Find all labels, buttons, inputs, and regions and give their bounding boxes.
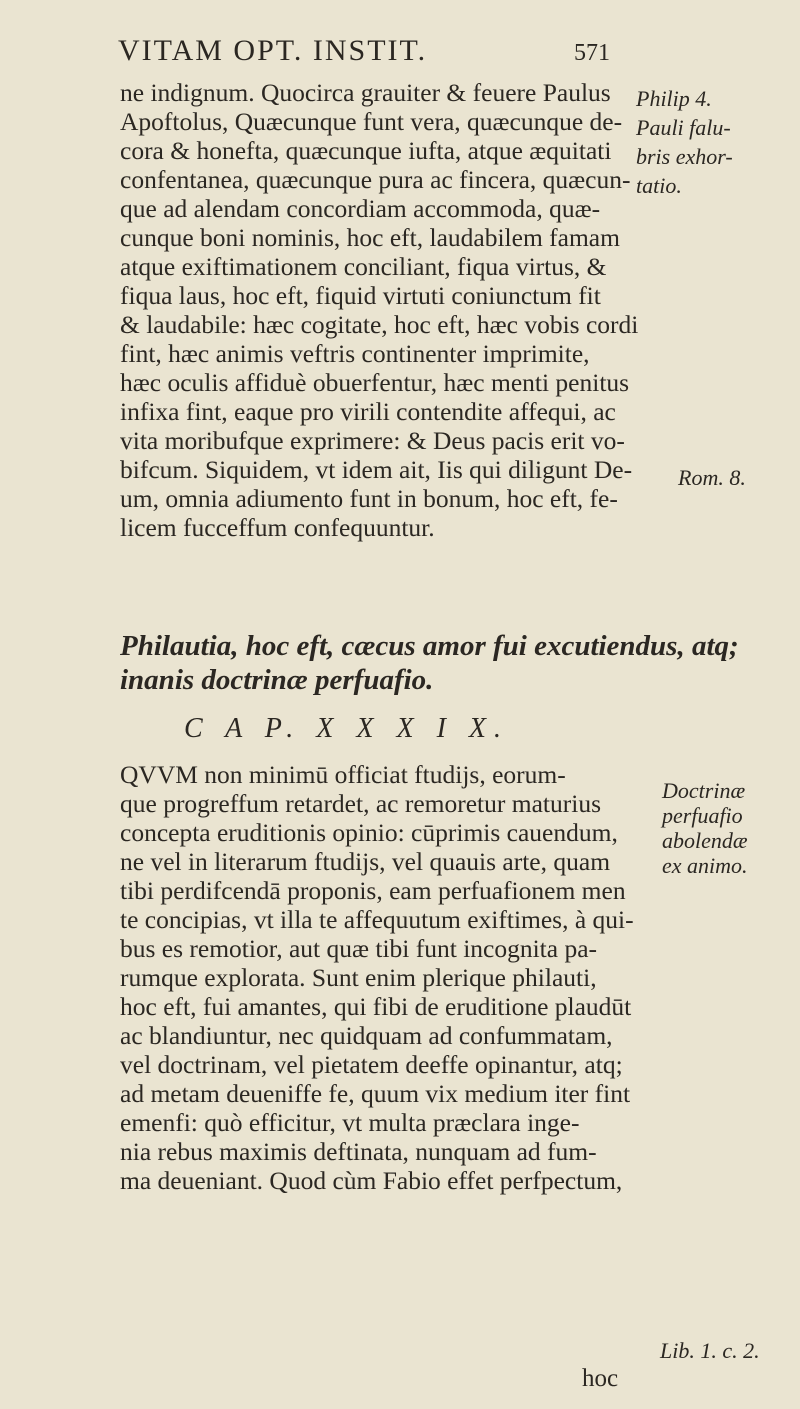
page-number: 571: [574, 40, 610, 66]
chapter-number: C A P. X X X I X.: [184, 713, 509, 744]
text-line: rumque explorata. Sunt enim plerique philauti,: [120, 963, 597, 992]
text-line: cora & honefta, quæcunque iufta, atque æquitati: [120, 136, 612, 165]
text-line: um, omnia adiumento funt in bonum, hoc eft, fe-: [120, 484, 618, 513]
text-line: licem fucceffum confequuntur.: [120, 513, 435, 542]
text-line: emenfi: quò efficitur, vt multa præclara inge-: [120, 1108, 580, 1137]
margin-note-ex-animo: ex animo.: [662, 853, 748, 878]
text-line: cunque boni nominis, hoc eft, laudabilem famam: [120, 223, 620, 252]
text-line: ad metam deueniffe fe, quum vix medium iter fint: [120, 1079, 631, 1108]
section-heading-line: Philautia, hoc eft, cæcus amor fui excutiendus, atq;: [120, 630, 739, 662]
section-heading: [120, 629, 740, 697]
text-line: nia rebus maximis deftinata, nunquam ad fum-: [120, 1137, 597, 1166]
text-line: confentanea, quæcunque pura ac fincera, quæcun-: [120, 165, 631, 194]
text-line: hoc eft, fui amantes, qui fibi de eruditione plaudūt: [120, 992, 632, 1021]
text-line: fiqua laus, hoc eft, fiquid virtuti coniunctum fit: [120, 281, 601, 310]
section-heading-line: inanis doctrinæ perfuafio.: [120, 664, 434, 696]
text-line: bifcum. Siquidem, vt idem ait, Iis qui diligunt De-: [120, 455, 633, 484]
margin-note-pauli: Pauli falu-: [636, 115, 731, 140]
catchword: hoc: [582, 1365, 619, 1392]
running-head: VITAM OPT. INSTIT.: [118, 34, 428, 67]
chapter-paragraph: [120, 760, 634, 1195]
text-line: infixa fint, eaque pro virili contendite affequi, ac: [120, 397, 616, 426]
text-line: ne indignum. Quocirca grauiter & feuere Paulus: [120, 78, 611, 107]
text-line: vel doctrinam, vel pietatem deeffe opinantur, atq;: [120, 1050, 623, 1079]
margin-note-abolendae: abolendæ: [662, 828, 748, 853]
margin-note-tatio: tatio.: [636, 173, 682, 198]
text-line: ne vel in literarum ftudijs, vel quauis arte, quam: [120, 847, 611, 876]
text-line: que ad alendam concordiam accommoda, quæ-: [120, 194, 601, 223]
text-line: vita moribufque exprimere: & Deus pacis erit vo-: [120, 426, 625, 455]
text-line: ac blandiuntur, nec quidquam ad confummatam,: [120, 1021, 613, 1050]
text-line: fint, hæc animis veftris continenter imprimite,: [120, 339, 590, 368]
margin-note-exhor: bris exhor-: [636, 144, 733, 169]
text-line: & laudabile: hæc cogitate, hoc eft, hæc vobis cordi: [120, 310, 639, 339]
text-line: Apoftolus, Quæcunque funt vera, quæcunque de-: [120, 107, 623, 136]
text-line: te concipias, vt illa te affequutum exiftimes, à qui-: [120, 905, 634, 934]
text-line: QVVM non minimū officiat ftudijs, eorum-: [120, 760, 566, 789]
text-line: atque exiftimationem conciliant, fiqua virtus, &: [120, 252, 607, 281]
text-line: concepta eruditionis opinio: cūprimis cauendum,: [120, 818, 618, 847]
text-line: que progreffum retardet, ac remoretur maturius: [120, 789, 601, 818]
margin-note-lib: Lib. 1. c. 2.: [660, 1338, 760, 1363]
text-line: bus es remotior, aut quæ tibi funt incognita pa-: [120, 934, 598, 963]
margin-note-rom: Rom. 8.: [678, 465, 746, 490]
margin-note-persuasio: perfuafio: [662, 803, 743, 828]
main-paragraph: [120, 78, 639, 542]
text-line: ma deueniant. Quod cùm Fabio effet perfpectum,: [120, 1166, 623, 1195]
margin-note-philip: Philip 4.: [636, 86, 712, 111]
text-line: hæc oculis affiduè obuerfentur, hæc menti penitus: [120, 368, 630, 397]
text-line: tibi perdifcendā proponis, eam perfuafionem men: [120, 876, 626, 905]
margin-note-doctrinae: Doctrinæ: [662, 778, 746, 803]
